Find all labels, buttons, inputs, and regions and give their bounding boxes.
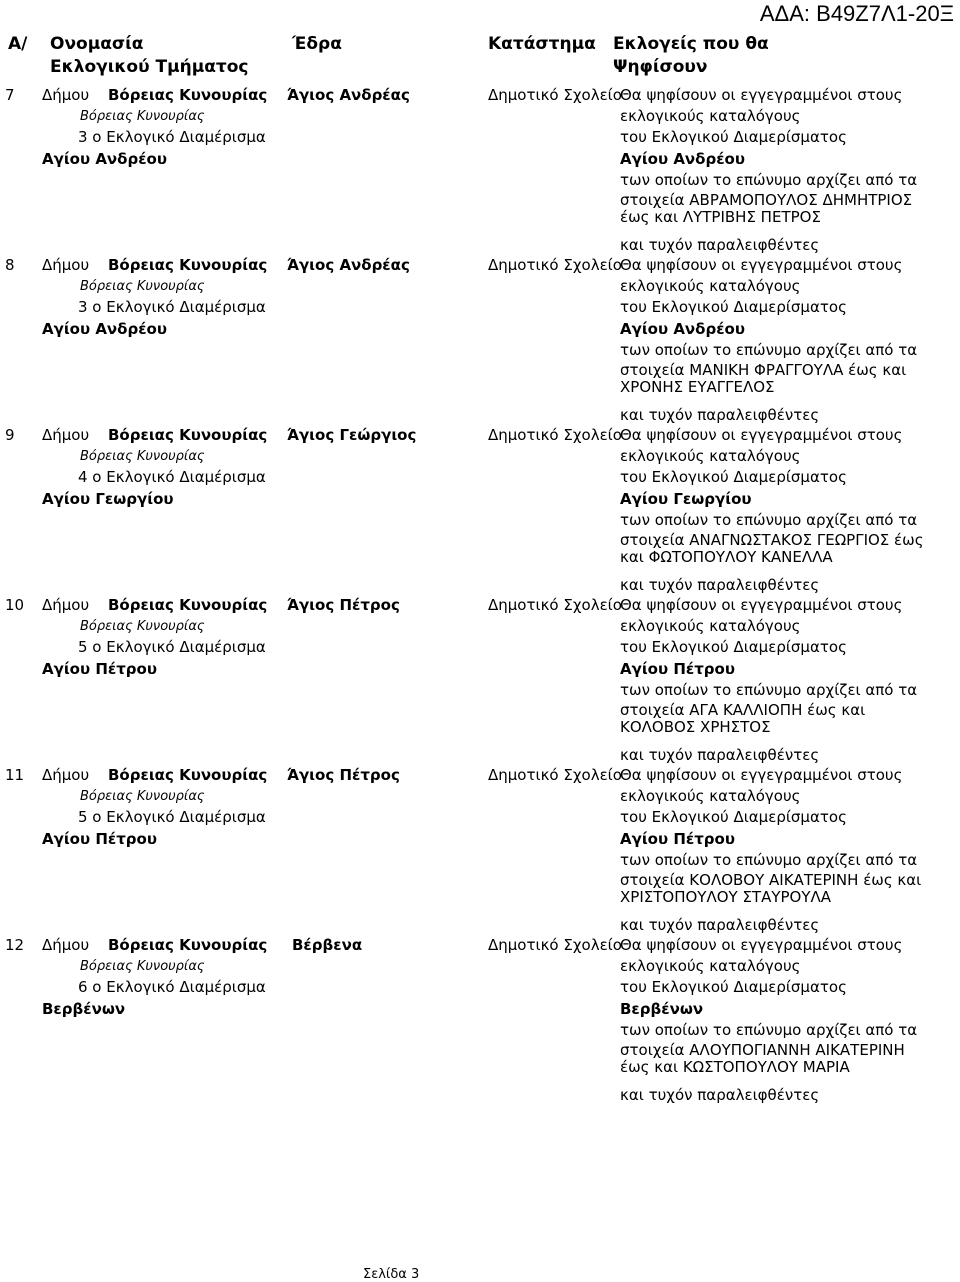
katastima-value: Δημοτικό Σχολείο — [488, 766, 622, 784]
dimos-name: Βόρειας Κυνουρίας — [108, 766, 268, 784]
table-row — [0, 86, 960, 256]
dimos-small: Βόρειας Κυνουρίας — [80, 279, 205, 294]
voters-line6: στοιχεία ΑΝΑΓΝΩΣΤΑΚΟΣ ΓΕΩΡΓΙΟΣ έως — [620, 531, 924, 549]
row-number: 12 — [5, 936, 25, 954]
voters-place: Βερβένων — [620, 1000, 704, 1018]
voters-line1: Θα ψηφίσουν οι εγγεγραμμένοι στους — [620, 936, 903, 954]
voters-line8: και τυχόν παραλειφθέντες — [620, 236, 820, 254]
diamerisma: 5 ο Εκλογικό Διαμέρισμα — [78, 638, 266, 656]
header-onomasia-line2: Εκλογικού Τμήματος — [50, 57, 249, 77]
place-name: Αγίου Πέτρου — [42, 830, 157, 848]
voters-line2: εκλογικούς καταλόγους — [620, 787, 801, 805]
voters-place: Αγίου Πέτρου — [620, 660, 735, 678]
voters-line5: των οποίων το επώνυμο αρχίζει από τα — [620, 1021, 918, 1039]
voters-line8: και τυχόν παραλειφθέντες — [620, 1086, 820, 1104]
dimos-name: Βόρειας Κυνουρίας — [108, 426, 268, 444]
dimos-small: Βόρειας Κυνουρίας — [80, 789, 205, 804]
table-row — [0, 426, 960, 596]
diamerisma: 3 ο Εκλογικό Διαμέρισμα — [78, 298, 266, 316]
header-edra: Έδρα — [292, 34, 342, 54]
voters-line8: και τυχόν παραλειφθέντες — [620, 406, 820, 424]
voters-line1: Θα ψηφίσουν οι εγγεγραμμένοι στους — [620, 766, 903, 784]
place-name: Αγίου Ανδρέου — [42, 320, 167, 338]
page-number: Σελίδα 3 — [363, 1267, 420, 1282]
voters-line5: των οποίων το επώνυμο αρχίζει από τα — [620, 681, 918, 699]
voters-line8: και τυχόν παραλειφθέντες — [620, 576, 820, 594]
edra-value: Άγιος Ανδρέας — [287, 256, 410, 274]
dimos-small: Βόρειας Κυνουρίας — [80, 959, 205, 974]
voters-place: Αγίου Ανδρέου — [620, 320, 745, 338]
voters-line2: εκλογικούς καταλόγους — [620, 957, 801, 975]
place-name: Αγίου Πέτρου — [42, 660, 157, 678]
katastima-value: Δημοτικό Σχολείο — [488, 596, 622, 614]
row-number: 8 — [5, 256, 15, 274]
row-number: 9 — [5, 426, 15, 444]
katastima-value: Δημοτικό Σχολείο — [488, 256, 622, 274]
voters-line6: στοιχεία ΜΑΝΙΚΗ ΦΡΑΓΓΟΥΛΑ έως και — [620, 361, 907, 379]
voters-line7: έως και ΚΩΣΤΟΠΟΥΛΟΥ ΜΑΡΙΑ — [620, 1058, 850, 1076]
place-name: Αγίου Ανδρέου — [42, 150, 167, 168]
place-name: Βερβένων — [42, 1000, 126, 1018]
dimos-name: Βόρειας Κυνουρίας — [108, 596, 268, 614]
table-row — [0, 596, 960, 766]
voters-line1: Θα ψηφίσουν οι εγγεγραμμένοι στους — [620, 86, 903, 104]
edra-value: Άγιος Γεώργιος — [287, 426, 417, 444]
voters-line8: και τυχόν παραλειφθέντες — [620, 916, 820, 934]
dimou-label: Δήμου — [42, 766, 90, 784]
header-katastima: Κατάστημα — [488, 34, 596, 54]
dimou-label: Δήμου — [42, 936, 90, 954]
table-row — [0, 256, 960, 426]
voters-line2: εκλογικούς καταλόγους — [620, 107, 801, 125]
voters-line5: των οποίων το επώνυμο αρχίζει από τα — [620, 511, 918, 529]
voters-line3: του Εκλογικού Διαμερίσματος — [620, 298, 847, 316]
katastima-value: Δημοτικό Σχολείο — [488, 936, 622, 954]
header-ekloges: Εκλογείς που θα — [613, 34, 769, 54]
voters-line2: εκλογικούς καταλόγους — [620, 447, 801, 465]
edra-value: Άγιος Ανδρέας — [287, 86, 410, 104]
diamerisma: 5 ο Εκλογικό Διαμέρισμα — [78, 808, 266, 826]
dimos-name: Βόρειας Κυνουρίας — [108, 86, 268, 104]
voters-line6: στοιχεία ΑΓΑ ΚΑΛΛΙΟΠΗ έως και — [620, 701, 866, 719]
voters-line6: στοιχεία ΚΟΛΟΒΟΥ ΑΙΚΑΤΕΡΙΝΗ έως και — [620, 871, 922, 889]
voters-line7: ΚΟΛΟΒΟΣ ΧΡΗΣΤΟΣ — [620, 718, 771, 736]
dimos-small: Βόρειας Κυνουρίας — [80, 619, 205, 634]
voters-line2: εκλογικούς καταλόγους — [620, 277, 801, 295]
row-number: 7 — [5, 86, 15, 104]
voters-line3: του Εκλογικού Διαμερίσματος — [620, 468, 847, 486]
voters-line3: του Εκλογικού Διαμερίσματος — [620, 128, 847, 146]
ada-code: ΑΔΑ: Β49Ζ7Λ1-20Ξ — [759, 1, 954, 26]
voters-line2: εκλογικούς καταλόγους — [620, 617, 801, 635]
voters-line1: Θα ψηφίσουν οι εγγεγραμμένοι στους — [620, 596, 903, 614]
voters-line6: στοιχεία ΑΛΟΥΠΟΓΙΑΝΝΗ ΑΙΚΑΤΕΡΙΝΗ — [620, 1041, 905, 1059]
katastima-value: Δημοτικό Σχολείο — [488, 426, 622, 444]
voters-line1: Θα ψηφίσουν οι εγγεγραμμένοι στους — [620, 256, 903, 274]
diamerisma: 6 ο Εκλογικό Διαμέρισμα — [78, 978, 266, 996]
place-name: Αγίου Γεωργίου — [42, 490, 174, 508]
edra-value: Άγιος Πέτρος — [287, 766, 400, 784]
diamerisma: 4 ο Εκλογικό Διαμέρισμα — [78, 468, 266, 486]
edra-value: Άγιος Πέτρος — [287, 596, 400, 614]
header-ekloges-line2: Ψηφίσουν — [613, 57, 708, 77]
voters-place: Αγίου Γεωργίου — [620, 490, 752, 508]
katastima-value: Δημοτικό Σχολείο — [488, 86, 622, 104]
dimou-label: Δήμου — [42, 596, 90, 614]
voters-line7: έως και ΛΥΤΡΙΒΗΣ ΠΕΤΡΟΣ — [620, 208, 821, 226]
voters-line7: και ΦΩΤΟΠΟΥΛΟΥ ΚΑΝΕΛΛΑ — [620, 548, 833, 566]
voters-line3: του Εκλογικού Διαμερίσματος — [620, 638, 847, 656]
dimou-label: Δήμου — [42, 256, 90, 274]
row-number: 10 — [5, 596, 25, 614]
voters-place: Αγίου Πέτρου — [620, 830, 735, 848]
voters-line3: του Εκλογικού Διαμερίσματος — [620, 808, 847, 826]
voters-line6: στοιχεία ΑΒΡΑΜΟΠΟΥΛΟΣ ΔΗΜΗΤΡΙΟΣ — [620, 191, 913, 209]
diamerisma: 3 ο Εκλογικό Διαμέρισμα — [78, 128, 266, 146]
dimos-small: Βόρειας Κυνουρίας — [80, 449, 205, 464]
voters-line8: και τυχόν παραλειφθέντες — [620, 746, 820, 764]
voters-line5: των οποίων το επώνυμο αρχίζει από τα — [620, 341, 918, 359]
row-number: 11 — [5, 766, 25, 784]
voters-line1: Θα ψηφίσουν οι εγγεγραμμένοι στους — [620, 426, 903, 444]
dimos-name: Βόρειας Κυνουρίας — [108, 256, 268, 274]
table-row — [0, 936, 960, 1106]
voters-line7: ΧΡΙΣΤΟΠΟΥΛΟΥ ΣΤΑΥΡΟΥΛΑ — [620, 888, 832, 906]
dimos-name: Βόρειας Κυνουρίας — [108, 936, 268, 954]
voters-line5: των οποίων το επώνυμο αρχίζει από τα — [620, 851, 918, 869]
header-onomasia: Ονομασία — [50, 34, 144, 54]
dimou-label: Δήμου — [42, 86, 90, 104]
voters-line5: των οποίων το επώνυμο αρχίζει από τα — [620, 171, 918, 189]
voters-line3: του Εκλογικού Διαμερίσματος — [620, 978, 847, 996]
header-a: Α/ — [8, 34, 28, 54]
edra-value: Βέρβενα — [292, 936, 363, 954]
dimos-small: Βόρειας Κυνουρίας — [80, 109, 205, 124]
table-row — [0, 766, 960, 936]
voters-line7: ΧΡΟΝΗΣ ΕΥΑΓΓΕΛΟΣ — [620, 378, 775, 396]
dimou-label: Δήμου — [42, 426, 90, 444]
voters-place: Αγίου Ανδρέου — [620, 150, 745, 168]
